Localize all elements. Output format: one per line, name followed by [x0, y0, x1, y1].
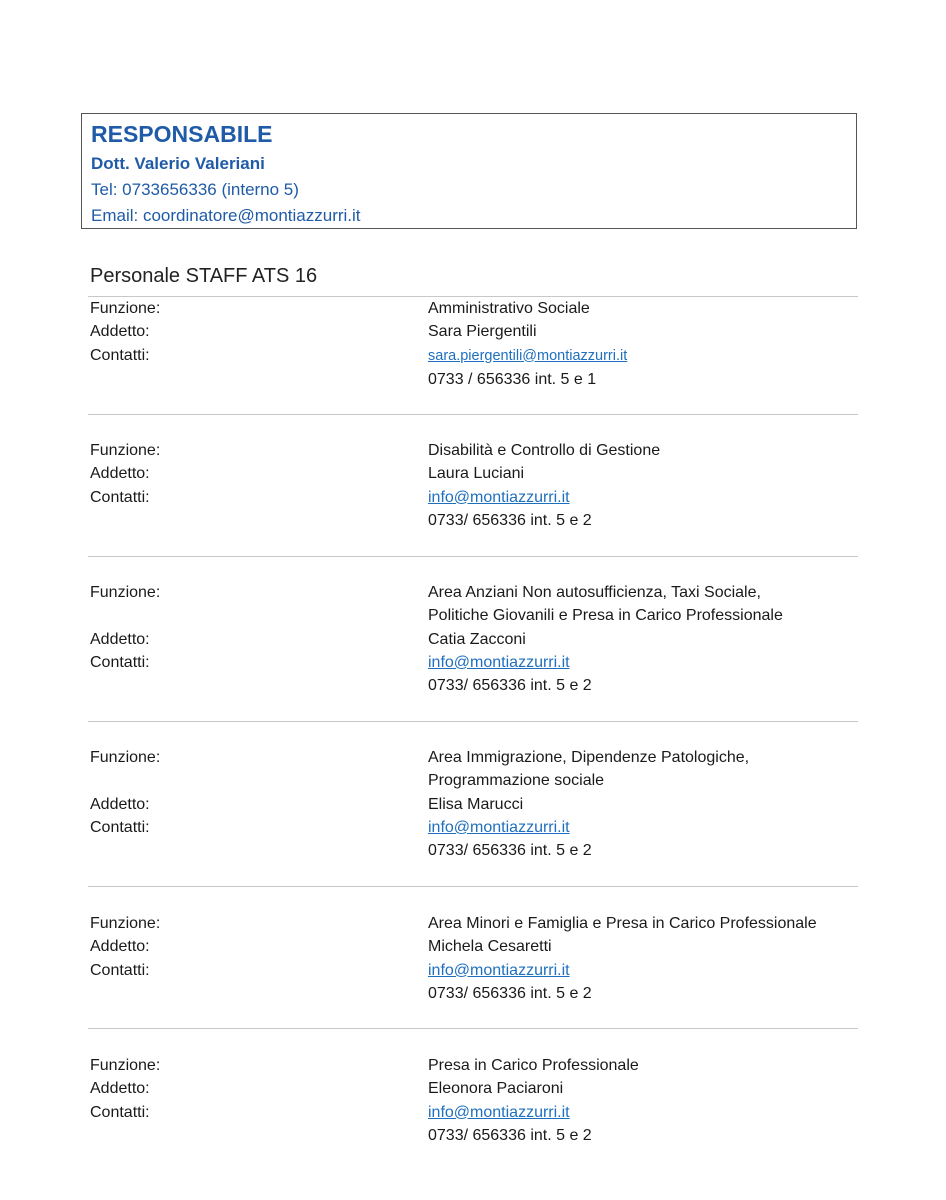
contatti-label: Contatti: [90, 653, 150, 671]
funzione-label: Funzione: [90, 1057, 161, 1074]
email-link[interactable]: info@montiazzurri.it [428, 488, 570, 506]
responsabile-box [81, 113, 857, 229]
contatti-label: Contatti: [90, 961, 150, 979]
divider [88, 721, 858, 722]
addetto-value: Michela Cesaretti [428, 938, 552, 956]
funzione-label: Funzione: [90, 300, 161, 317]
contatti-label: Contatti: [90, 488, 150, 506]
contatti-label: Contatti: [90, 346, 150, 364]
responsabile-name: Dott. Valerio Valeriani [91, 154, 265, 173]
addetto-label: Addetto: [90, 795, 150, 813]
email-link[interactable]: info@montiazzurri.it [428, 818, 570, 836]
phone-value: 0733/ 656336 int. 5 e 2 [428, 842, 592, 860]
email-link[interactable]: info@montiazzurri.it [428, 1103, 570, 1121]
responsabile-email[interactable]: Email: coordinatore@montiazzurri.it [91, 206, 361, 225]
addetto-value: Elisa Marucci [428, 795, 524, 813]
staff-entry [90, 912, 858, 1005]
funzione-value-cont: Programmazione sociale [428, 772, 605, 790]
funzione-value-cont: Politiche Giovanili e Presa in Carico Professionale [428, 607, 783, 625]
divider [88, 886, 858, 887]
contatti-label: Contatti: [90, 818, 150, 836]
funzione-label: Funzione: [90, 749, 161, 766]
funzione-label: Funzione: [90, 584, 161, 601]
phone-value: 0733/ 656336 int. 5 e 2 [428, 1126, 592, 1144]
addetto-value: Eleonora Paciaroni [428, 1080, 564, 1098]
funzione-value: Amministrativo Sociale [428, 300, 590, 317]
divider [88, 556, 858, 557]
addetto-value: Laura Luciani [428, 465, 525, 483]
addetto-label: Addetto: [90, 323, 150, 341]
addetto-value: Catia Zacconi [428, 630, 526, 648]
staff-entry [90, 746, 858, 862]
responsabile-tel: Tel: 0733656336 (interno 5) [91, 180, 299, 199]
addetto-label: Addetto: [90, 938, 150, 956]
phone-value: 0733 / 656336 int. 5 e 1 [428, 370, 597, 388]
staff-section-title: Personale STAFF ATS 16 [90, 265, 318, 287]
responsabile-title: RESPONSABILE [91, 121, 273, 147]
funzione-value: Area Anziani Non autosufficienza, Taxi Sociale, [428, 584, 761, 601]
divider [88, 1028, 858, 1029]
funzione-value: Presa in Carico Professionale [428, 1057, 639, 1074]
addetto-label: Addetto: [90, 630, 150, 648]
addetto-label: Addetto: [90, 465, 150, 483]
addetto-label: Addetto: [90, 1080, 150, 1098]
staff-entry [90, 439, 858, 532]
funzione-label: Funzione: [90, 442, 161, 459]
funzione-value: Disabilità e Controllo di Gestione [428, 442, 661, 459]
addetto-value: Sara Piergentili [428, 323, 537, 341]
phone-value: 0733/ 656336 int. 5 e 2 [428, 511, 592, 529]
funzione-value: Area Immigrazione, Dipendenze Patologiche, [428, 749, 750, 766]
phone-value: 0733/ 656336 int. 5 e 2 [428, 984, 592, 1002]
divider [88, 414, 858, 415]
contatti-label: Contatti: [90, 1103, 150, 1121]
funzione-label: Funzione: [90, 915, 161, 932]
funzione-value: Area Minori e Famiglia e Presa in Carico Professionale [428, 915, 817, 932]
email-link[interactable]: info@montiazzurri.it [428, 653, 570, 671]
staff-entry [90, 581, 858, 697]
phone-value: 0733/ 656336 int. 5 e 2 [428, 677, 592, 695]
staff-entry [90, 297, 858, 391]
staff-entry [90, 1054, 858, 1147]
email-link[interactable]: info@montiazzurri.it [428, 961, 570, 979]
email-link[interactable]: sara.piergentili@montiazzurri.it [428, 347, 628, 364]
